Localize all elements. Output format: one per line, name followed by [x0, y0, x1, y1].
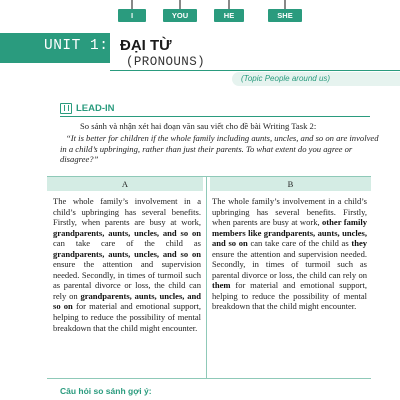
- leadin-instruction: So sánh và nhận xét hai đoạn văn sau viết cho đề bài Writing Task 2:: [80, 121, 317, 131]
- paragraph-text: for material and emotional support, helping to reduce the possibility of mental breakdown that the child might encounter.: [212, 280, 367, 312]
- unit-title: ĐẠI TỪ: [120, 37, 172, 54]
- paragraph-text: can take care of the child as: [247, 238, 352, 249]
- paragraph-text: ensure the attention and supervision needed. Secondly, in times of turmoil such as parental divorce or loss, the child can rely on: [212, 248, 367, 280]
- sign-i: I: [118, 9, 146, 22]
- comparison-questions-heading: Câu hỏi so sánh gợi ý:: [60, 386, 152, 396]
- leadin-heading: LEAD-IN: [76, 103, 115, 114]
- paragraph-text: The whole family’s involvement in a child’s upbringing has several benefits. Firstly, when parents are busy at work,: [53, 196, 201, 228]
- writing-task-prompt: “It is better for children if the whole family including aunts, uncles, and so on are involved in a child’s upbringing, rather than just their parents. To what extent do you agree or disagree?”: [60, 133, 379, 164]
- highlighted-phrase: grandparents, aunts, uncles, and so on: [53, 227, 201, 238]
- sign-she: SHE: [268, 9, 302, 22]
- highlighted-phrase: they: [351, 238, 368, 249]
- paragraph-text: for material and emotional support, helping to reduce the possibility of mental breakdown that the child might encounter.: [53, 301, 201, 333]
- unit-label: UNIT 1:: [44, 38, 109, 54]
- column-a-paragraph: [53, 196, 201, 333]
- comparison-table: [47, 176, 371, 379]
- topic-label: (Topic People around us): [241, 74, 331, 83]
- pronoun-signs-strip: [0, 0, 400, 30]
- highlighted-phrase: grandparents, aunts, uncles, and so on: [53, 248, 201, 259]
- highlighted-phrase: grandparents, aunts, uncles, and so on: [53, 290, 201, 312]
- column-b-paragraph: [212, 196, 367, 312]
- paragraph-text: ensure the attention and supervision needed. Secondly, in times of turmoil such as parental divorce or loss, the child can rely on: [53, 259, 201, 301]
- leadin-divider: [60, 116, 370, 117]
- column-divider: [206, 177, 207, 378]
- unit-divider: [110, 70, 400, 71]
- column-b-header: B: [210, 177, 371, 191]
- sign-you: YOU: [163, 9, 197, 22]
- paragraph-text: The whole family’s involvement in a child’s upbringing has several benefits. Firstly, when parents are busy at work,: [212, 196, 367, 228]
- highlighted-phrase: other family members like grandparents, aunts, uncles, and so on: [212, 217, 367, 249]
- column-a-header: A: [47, 177, 203, 191]
- paragraph-text: can take care of the child as: [53, 238, 201, 249]
- highlighted-phrase: them: [212, 280, 231, 291]
- sign-he: HE: [214, 9, 244, 22]
- book-icon: [60, 103, 72, 114]
- unit-subtitle: (PRONOUNS): [126, 55, 206, 69]
